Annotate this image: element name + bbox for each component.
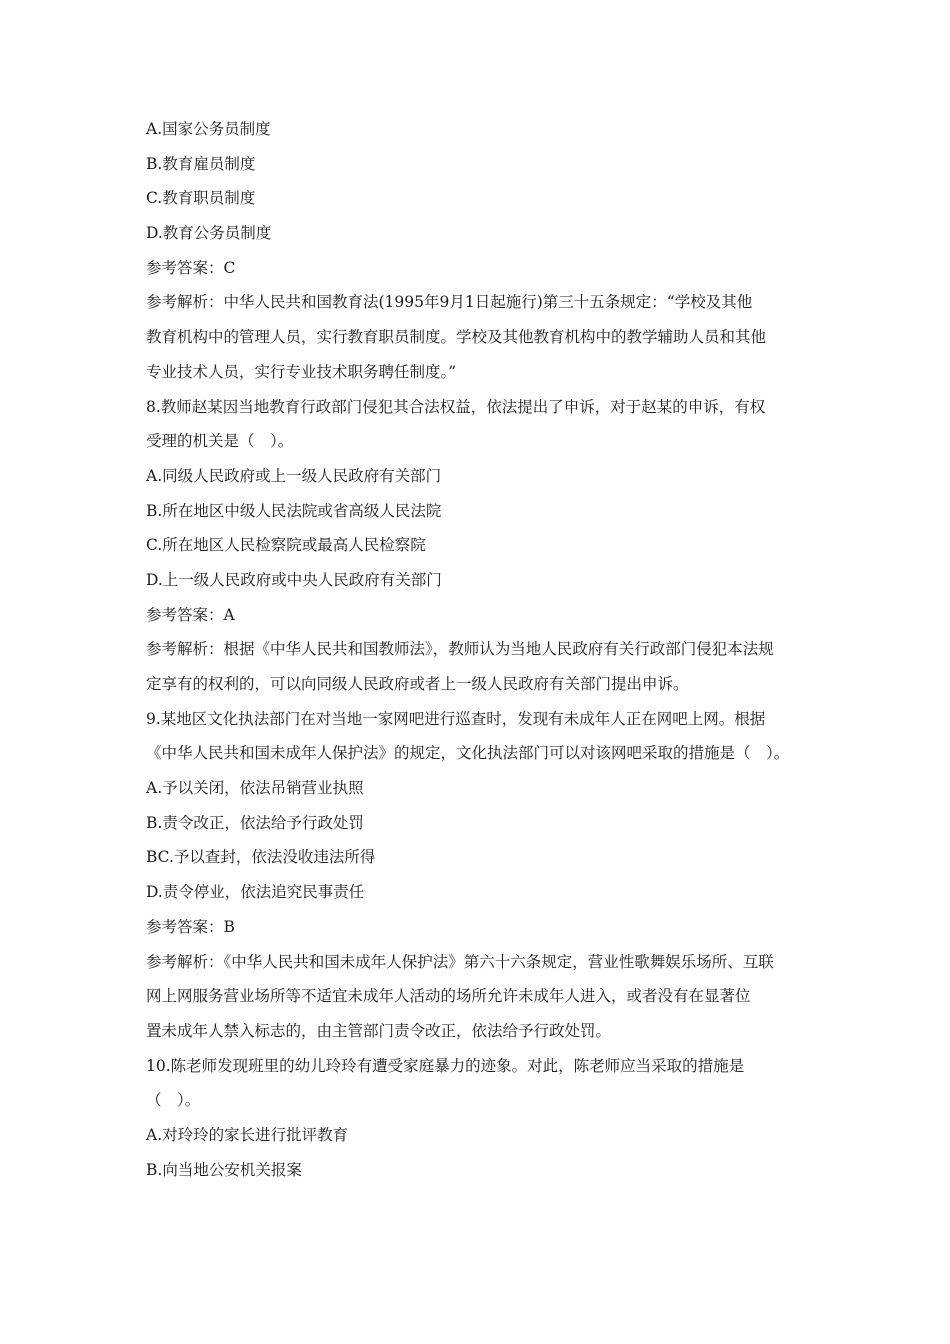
q10-stem-line-1: 10.陈老师发现班里的幼儿玲玲有遭受家庭暴力的迹象。对此，陈老师应当采取的措施是 (146, 1056, 745, 1075)
q7-option-a: A.国家公务员制度 (146, 120, 271, 138)
q8-option-d: D.上一级人民政府或中央人民政府有关部门 (146, 570, 442, 589)
q9-analysis-line-3: 置未成年人禁入标志的，由主管部门责令改正，依法给予行政处罚。 (146, 1021, 612, 1040)
q7-option-b: B.教育雇员制度 (146, 154, 256, 173)
q9-stem-line-2: 《中华人民共和国未成年人保护法》的规定，文化执法部门可以对该网吧采取的措施是（ ）。 (146, 744, 790, 763)
q9-option-d: D.责令停业，依法追究民事责任 (146, 883, 365, 902)
q8-option-b: B.所在地区中级人民法院或省高级人民法院 (146, 501, 442, 520)
q8-stem-line-1: 8.教师赵某因当地教育行政部门侵犯其合法权益，依法提出了申诉，对于赵某的申诉，有权 (146, 397, 766, 416)
q9-option-c: BC.予以查封，依法没收违法所得 (146, 848, 376, 867)
q9-analysis-line-2: 网上网服务营业场所等不适宜未成年人活动的场所允许未成年人进入，或者没有在显著位 (146, 987, 751, 1006)
q7-analysis-line-2: 教育机构中的管理人员，实行教育职员制度。学校及其他教育机构中的教学辅助人员和其他 (146, 328, 767, 347)
q7-analysis-line-3: 专业技术人员，实行专业技术职务聘任制度。” (146, 362, 457, 381)
q8-stem-line-2: 受理的机关是（ ）。 (146, 432, 294, 451)
q10-option-b: B.向当地公安机关报案 (146, 1160, 302, 1179)
q9-stem-line-1: 9.某地区文化执法部门在对当地一家网吧进行巡查时，发现有未成年人正在网吧上网。根据 (146, 709, 766, 728)
q9-option-a: A.予以关闭，依法吊销营业执照 (146, 779, 364, 798)
q8-analysis-line-2: 定享有的权利的，可以向同级人民政府或者上一级人民政府有关部门提出申诉。 (146, 675, 689, 693)
q7-option-c: C.教育职员制度 (146, 189, 256, 208)
q10-stem-line-2: （ ）。 (146, 1091, 201, 1110)
q8-option-c: C.所在地区人民检察院或最高人民检察院 (146, 536, 426, 555)
document-body (146, 112, 810, 1187)
q9-option-b: B.责令改正，依法给予行政处罚 (146, 813, 364, 832)
q9-analysis-line-1: 参考解析：《中华人民共和国未成年人保护法》第六十六条规定，营业性歌舞娱乐场所、互联 (146, 952, 774, 971)
q10-option-a: A.对玲玲的家长进行批评教育 (146, 1125, 349, 1144)
q8-answer: 参考答案：A (146, 605, 235, 624)
q9-answer: 参考答案：B (146, 917, 235, 936)
q7-option-d: D.教育公务员制度 (146, 224, 272, 243)
q7-answer: 参考答案：C (146, 258, 236, 277)
q7-analysis-line-1: 参考解析：中华人民共和国教育法(1995年9月1日起施行)第三十五条规定：“学校及其他 (146, 293, 753, 312)
q8-analysis-line-1: 参考解析：根据《中华人民共和国教师法》，教师认为当地人民政府有关行政部门侵犯本法规 (146, 640, 774, 659)
q8-option-a: A.同级人民政府或上一级人民政府有关部门 (146, 466, 442, 485)
